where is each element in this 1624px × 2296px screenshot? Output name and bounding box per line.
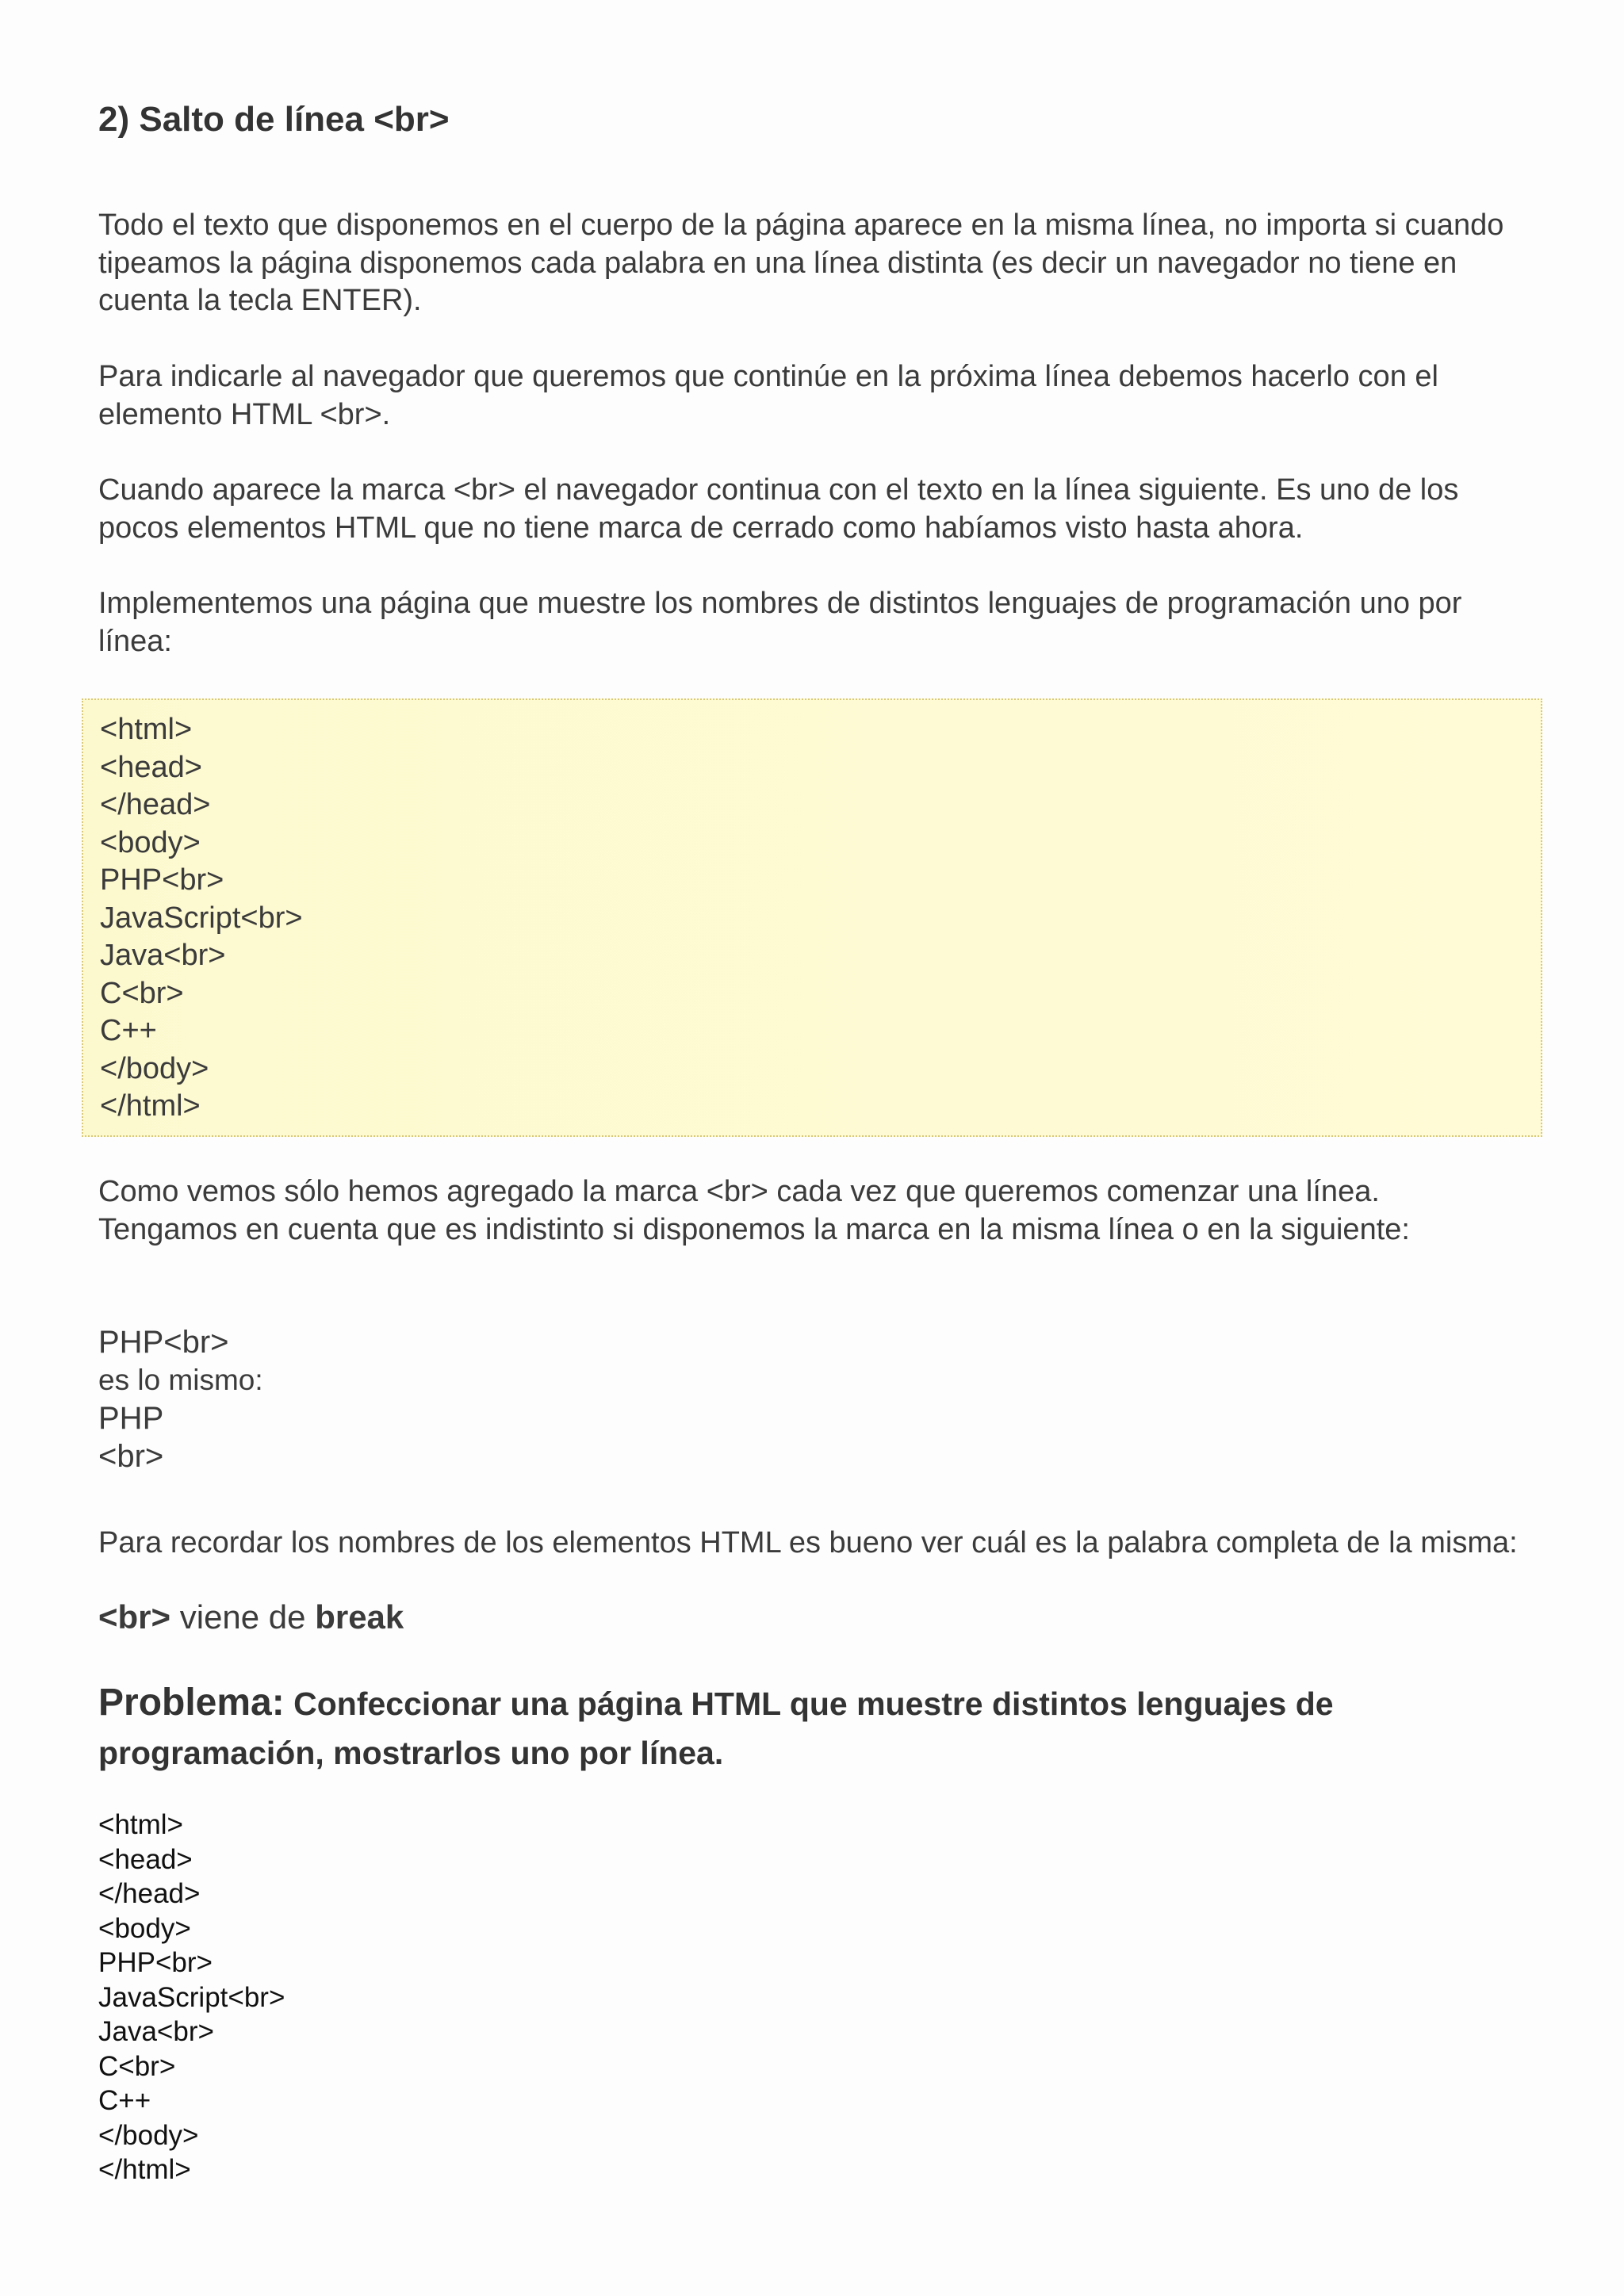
problem-text: Confeccionar una página HTML que muestre distintos lenguajes de programación, mostrarlos uno por línea. — [98, 1686, 1334, 1771]
solution-code — [98, 1808, 285, 2187]
solution-line: <html> — [98, 1809, 183, 1840]
code-line: C<br> — [100, 976, 184, 1010]
paragraph-br-element: Para indicarle al navegador que queremos que continúe en la próxima línea debemos hacerlo con el elemento HTML <br>. — [98, 360, 1438, 431]
equivalence-line: es lo mismo: — [98, 1364, 263, 1396]
code-example-lines — [100, 711, 303, 1126]
equivalence-line: PHP — [98, 1401, 164, 1436]
solution-line: PHP<br> — [98, 1947, 213, 1978]
mnemonic-middle: viene de — [170, 1598, 316, 1636]
mnemonic-line — [98, 1598, 404, 1637]
code-line: </head> — [100, 788, 211, 821]
paragraph-br-behavior: Cuando aparece la marca <br> el navegador continua con el texto en la línea siguiente. Es uno de los pocos elementos HTML que no tiene marca de cerrado como habíamos visto hasta ahora. — [98, 473, 1459, 545]
solution-line: </html> — [98, 2154, 191, 2185]
mnemonic-word: break — [315, 1598, 404, 1636]
paragraph-remember: Para recordar los nombres de los elementos HTML es bueno ver cuál es la palabra completa de la misma: — [98, 1526, 1518, 1559]
solution-line: </head> — [98, 1878, 201, 1909]
solution-line: C++ — [98, 2085, 151, 2116]
code-line: Java<br> — [100, 939, 226, 972]
code-line: C++ — [100, 1014, 157, 1047]
equivalence-line: <br> — [98, 1439, 164, 1474]
solution-line: JavaScript<br> — [98, 1981, 285, 2013]
code-line: </html> — [100, 1089, 201, 1123]
equivalence-example — [98, 1323, 263, 1475]
solution-line: <head> — [98, 1843, 193, 1875]
code-line: <body> — [100, 825, 201, 859]
code-line: <html> — [100, 713, 193, 746]
section-title: 2) Salto de línea <br> — [98, 100, 450, 139]
paragraph-after-code: Como vemos sólo hemos agregado la marca <br> cada vez que queremos comenzar una línea. Tengamos en cuenta que es indistinto si disponemos la marca en la misma línea o en la siguiente: — [98, 1175, 1410, 1246]
paragraph-implement: Implementemos una página que muestre los nombres de distintos lenguajes de programación uno por línea: — [98, 587, 1462, 658]
code-example-box — [82, 698, 1542, 1137]
solution-line: C<br> — [98, 2050, 176, 2082]
code-line: </body> — [100, 1051, 209, 1085]
equivalence-line: PHP<br> — [98, 1325, 229, 1360]
code-line: JavaScript<br> — [100, 901, 303, 935]
mnemonic-tag: <br> — [98, 1598, 171, 1636]
code-line: <head> — [100, 750, 202, 784]
solution-line: Java<br> — [98, 2016, 214, 2047]
solution-line: </body> — [98, 2119, 199, 2151]
paragraph-intro: Todo el texto que disponemos en el cuerpo de la página aparece en la misma línea, no importa si cuando tipeamos la página disponemos cada palabra en una línea distinta (es decir un navegador no tiene en cuenta la tecla ENTER). — [98, 209, 1504, 317]
problem-statement — [98, 1678, 1526, 1777]
code-line: PHP<br> — [100, 863, 224, 897]
problem-label: Problema: — [98, 1682, 285, 1724]
solution-line: <body> — [98, 1912, 191, 1944]
